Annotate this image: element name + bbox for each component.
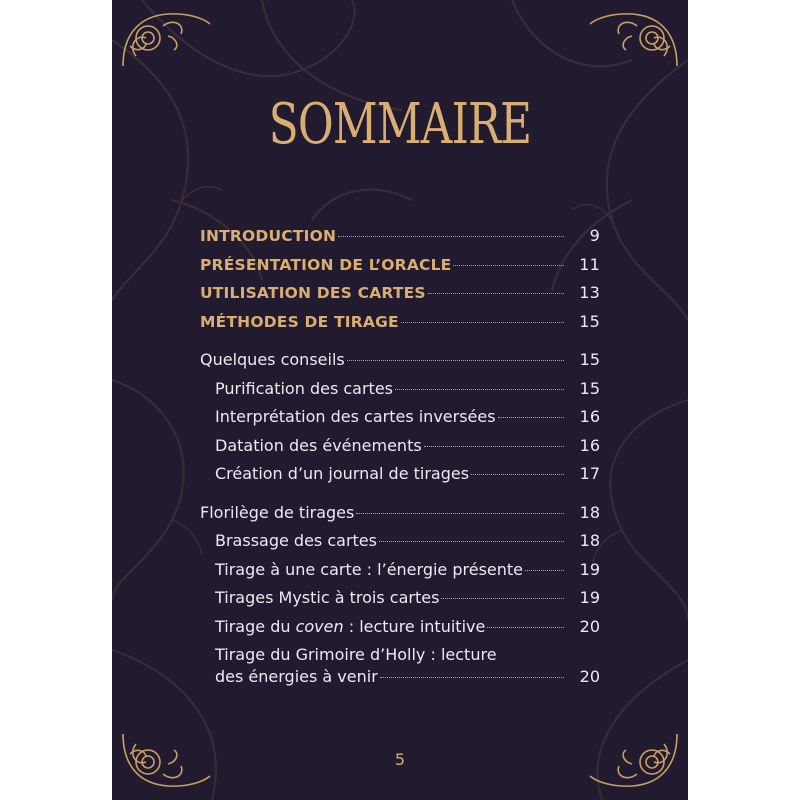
page-number: 5	[394, 750, 406, 769]
dot-leader	[498, 417, 564, 418]
dot-leader	[380, 677, 564, 678]
toc-entry-label: PRÉSENTATION DE L’ORACLE	[200, 255, 452, 274]
toc-entry-label: Purification des cartes	[215, 378, 393, 398]
toc-entry-brassage[interactable]	[200, 531, 600, 560]
dot-leader	[441, 598, 564, 599]
toc-entry-page: 13	[579, 283, 600, 302]
toc-entry-introduction[interactable]	[200, 226, 600, 255]
toc-entry-page: 19	[579, 588, 600, 607]
toc-entry-page: 15	[579, 350, 600, 369]
toc-entry-purification[interactable]	[200, 379, 600, 408]
toc-entry-label-prefix: Tirage du	[215, 616, 296, 636]
toc-entry-label: Tirage à une carte : l’énergie présente	[215, 559, 524, 579]
toc-entry-label	[200, 617, 487, 636]
dot-leader	[401, 322, 564, 323]
toc-entry-page: 11	[579, 254, 600, 274]
toc-entry-label: Quelques conseils	[200, 350, 345, 369]
dot-leader	[347, 360, 564, 361]
dot-leader	[487, 627, 564, 628]
toc-entry-datation[interactable]	[200, 436, 600, 465]
toc-entry-grimoire-line1[interactable]	[200, 645, 600, 667]
toc-entry-page: 15	[579, 378, 600, 398]
ornament-top-right-icon	[587, 6, 682, 76]
toc-entry-page: 16	[579, 435, 600, 455]
toc-entry-label: MÉTHODES DE TIRAGE	[200, 312, 399, 331]
toc-entry-label: Florilège de tirages	[200, 502, 355, 522]
dot-leader	[356, 513, 564, 514]
toc-entry-interpretation[interactable]	[200, 407, 600, 436]
toc-entry-label: Interprétation des cartes inversées	[215, 407, 496, 426]
toc-entry-page: 16	[579, 407, 600, 426]
toc-entry-quelques-conseils[interactable]	[200, 350, 600, 379]
toc-entry-label: Création d’un journal de tirages	[215, 464, 470, 483]
toc-entry-page: 17	[579, 464, 600, 483]
toc-entry-florilege[interactable]	[200, 503, 600, 532]
book-page	[112, 0, 688, 800]
toc-entry-label-suffix: : lecture intuitive	[343, 616, 486, 636]
toc-entry-tirage-coven[interactable]	[200, 617, 600, 646]
toc-entry-page: 18	[579, 531, 600, 550]
toc-entry-tirage-une-carte[interactable]	[200, 560, 600, 589]
toc-entry-label: Tirage du Grimoire d’Holly : lecture	[215, 645, 497, 664]
dot-leader	[379, 541, 564, 542]
toc-entry-page: 9	[589, 226, 600, 245]
toc-entry-utilisation[interactable]	[200, 283, 600, 312]
toc-entry-tirages-mystic[interactable]	[200, 588, 600, 617]
toc-entry-label: Brassage des cartes	[215, 531, 377, 550]
dot-leader	[395, 389, 564, 390]
toc-entry-page: 15	[579, 311, 600, 331]
toc-entry-label: INTRODUCTION	[200, 227, 337, 245]
toc-entry-methodes[interactable]	[200, 312, 600, 341]
toc-entry-label: des énergies à venir	[215, 667, 378, 686]
ornament-top-left-icon	[118, 6, 213, 76]
toc-entry-label: Datation des événements	[215, 435, 422, 455]
toc-entry-page: 18	[579, 502, 600, 522]
toc-entry-page: 20	[579, 667, 600, 686]
table-of-contents	[200, 226, 600, 696]
toc-entry-label-italic: coven	[295, 616, 344, 636]
toc-entry-page: 20	[579, 616, 600, 636]
dot-leader	[453, 265, 564, 266]
dot-leader	[428, 293, 564, 294]
dot-leader	[338, 236, 564, 237]
dot-leader	[471, 474, 564, 475]
toc-entry-label: Tirages Mystic à trois cartes	[215, 588, 440, 607]
page-title: SOMMAIRE	[268, 92, 532, 157]
toc-entry-grimoire-line2[interactable]	[200, 667, 600, 696]
toc-entry-presentation[interactable]	[200, 255, 600, 284]
toc-entry-label: UTILISATION DES CARTES	[200, 284, 426, 302]
toc-entry-page: 19	[579, 559, 600, 579]
dot-leader	[525, 570, 564, 571]
toc-entry-journal[interactable]	[200, 464, 600, 493]
dot-leader	[424, 446, 564, 447]
